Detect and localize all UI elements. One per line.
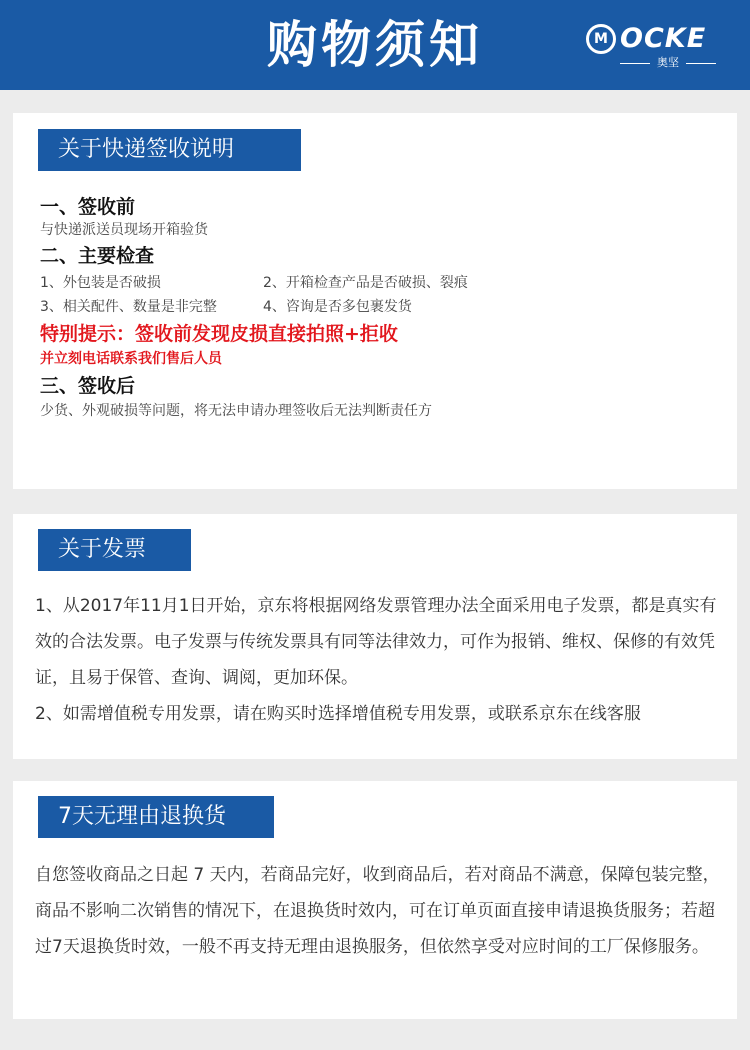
before-text: 与快递派送员现场开箱验货 <box>40 222 208 238</box>
after-text: 少货、外观破损等问题，将无法申请办理签收后无法判断责任方 <box>40 403 432 419</box>
check-item: 2、开箱检查产品是否破损、裂痕 <box>263 275 468 291</box>
logo-subtitle: 奥坚 <box>616 56 720 70</box>
invoice-paragraph: 2、如需增值税专用发票，请在购买时选择增值税专用发票，或联系京东在线客服 <box>35 704 641 724</box>
invoice-section <box>13 514 737 759</box>
invoice-paragraph: 1、从2017年11月1日开始，京东将根据网络发票管理办法全面采用电子发票，都是真实有效的合法发票。电子发票与传统发票具有同等法律效力，可作为报销、维权、保修的有效凭证，且易于保管、查询、调阅，更加环保。 <box>35 596 717 688</box>
special-notice-sub: 并立刻电话联系我们售后人员 <box>40 351 222 367</box>
sign-section-tag: 关于快递签收说明 <box>38 129 301 171</box>
brand-logo <box>586 22 726 72</box>
logo-wordmark: OCKE <box>620 23 707 54</box>
special-notice: 特别提示：签收前发现皮损直接拍照+拒收 <box>40 323 398 345</box>
sign-section <box>13 113 737 489</box>
check-title: 二、主要检查 <box>40 245 155 267</box>
invoice-text <box>35 588 725 732</box>
page-title: 购物须知 <box>267 16 483 74</box>
check-item: 1、外包装是否破损 <box>40 275 161 291</box>
page-header <box>0 0 750 90</box>
returns-section <box>13 781 737 1019</box>
logo-mark-icon: M <box>586 24 616 54</box>
before-title: 一、签收前 <box>40 196 136 218</box>
returns-section-tag: 7天无理由退换货 <box>38 796 274 838</box>
invoice-section-tag: 关于发票 <box>38 529 191 571</box>
after-title: 三、签收后 <box>40 375 136 397</box>
returns-text <box>35 857 725 965</box>
check-item: 4、咨询是否多包裹发货 <box>263 299 412 315</box>
check-item: 3、相关配件、数量是非完整 <box>40 299 217 315</box>
returns-paragraph: 自您签收商品之日起 7 天内，若商品完好，收到商品后，若对商品不满意，保障包装完整，商品不影响二次销售的情况下，在退换货时效内，可在订单页面直接申请退换货服务；若超过7天退换货时效，一般不再支持无理由退换服务，但依然享受对应时间的工厂保修服务。 <box>35 865 720 957</box>
